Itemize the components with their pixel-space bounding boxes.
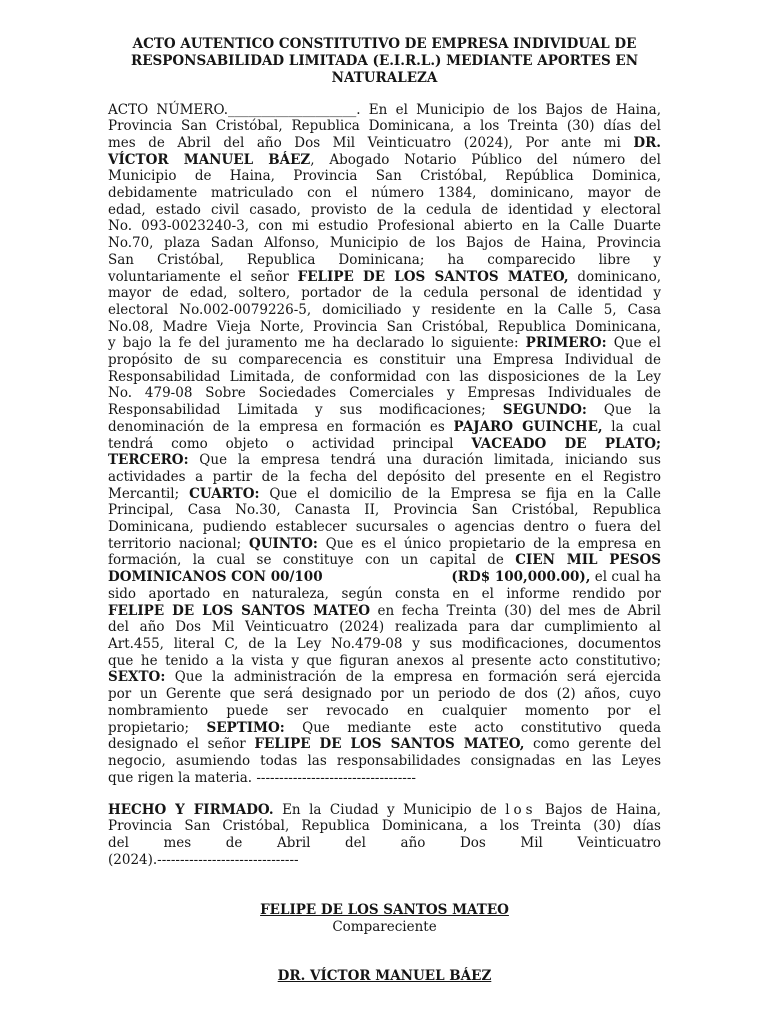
bold-text: VÍCTOR MANUEL BÁEZ — [108, 151, 311, 168]
text-run: Municipio de Haina, Provincia San Cristóbal, República Dominica, — [108, 168, 661, 185]
text-line — [108, 402, 661, 419]
bold-text: QUINTO: — [248, 535, 318, 552]
bold-text: SEGUNDO: — [502, 402, 587, 419]
text-run: Que el domicilio de la Empresa se fija en la Calle — [259, 485, 661, 502]
text-run: Que el — [606, 335, 661, 352]
text-line — [108, 185, 661, 202]
text-line — [108, 619, 661, 636]
text-run: territorio nacional; — [108, 535, 249, 552]
text-line — [108, 736, 661, 753]
text-run: formación, la cual se constituye con un capital de — [108, 552, 516, 569]
text-line — [108, 452, 661, 469]
text-line — [108, 486, 661, 503]
bold-text: TERCERO: — [108, 452, 189, 469]
compareciente-role: Compareciente — [332, 918, 437, 935]
text-run: Que la — [586, 402, 661, 419]
text-line — [108, 102, 661, 119]
text-line — [108, 669, 661, 686]
text-run: debidamente matriculado con el número 1384, dominicano, mayor de — [108, 185, 661, 202]
bold-text: SEPTIMO: — [206, 719, 285, 736]
text-run: edad, estado civil casado, provisto de la cedula de identidad y electoral — [108, 201, 661, 218]
text-run: actividades a partir de la fecha del depósito del presente en el Registro — [108, 468, 661, 485]
text-run: del año Dos Mil Veinticuatro (2024) realizada para dar cumplimiento al — [108, 619, 661, 636]
text-line — [108, 552, 661, 569]
text-line — [108, 202, 661, 219]
text-run: San Cristóbal, Republica Dominicana; ha comparecido libre y — [108, 251, 661, 268]
bold-text: CIEN MIL PESOS — [515, 552, 661, 569]
text-line — [108, 419, 661, 436]
bold-text: FELIPE DE LOS SANTOS MATEO, — [297, 268, 569, 285]
text-run: Bajos de Haina, — [536, 801, 661, 818]
title-line: NATURALEZA — [331, 70, 438, 86]
text-run: No.70, plaza Sadan Alfonso, Municipio de los Bajos de Haina, Provincia — [108, 235, 661, 252]
text-run: ACTO NÚMERO.___________________. En el Municipio de los Bajos de Haina, — [108, 101, 661, 118]
text-run: como gerente del — [524, 736, 662, 753]
text-line — [108, 436, 661, 453]
text-run: Que la empresa tendrá una duración limitada, iniciando sus — [188, 452, 661, 469]
text-run: del mes de Abril del año Dos Mil Veinticuatro — [108, 835, 661, 852]
bold-text: DOMINICANOS CON 00/100 — [108, 569, 323, 586]
text-line — [108, 118, 661, 135]
text-line — [108, 835, 661, 852]
signature-role — [108, 919, 661, 936]
text-line — [108, 335, 661, 352]
text-run: designado el señor — [108, 736, 255, 753]
text-line — [108, 586, 661, 603]
text-run: Que la administración de la empresa en formación será ejercida — [165, 669, 661, 686]
bold-text: SEXTO: — [108, 669, 166, 686]
text-run: Principal, Casa No.30, Canasta II, Provincia San Cristóbal, Republica — [108, 502, 661, 519]
text-line — [108, 385, 661, 402]
text-run: (2024).------------------------------- — [108, 852, 299, 869]
text-line — [108, 818, 661, 835]
text-run: y bajo la fe del juramento me ha declarado lo siguiente: — [108, 335, 526, 352]
text-run: la cual — [602, 418, 661, 435]
text-run: negocio, asumiendo todas las responsabilidades consignadas en las Leyes — [108, 752, 661, 769]
text-run: No. 479-08 Sobre Sociedades Comerciales y Empresas Individuales de — [108, 385, 661, 402]
text-run: Responsabilidad Limitada y sus modificaciones; — [108, 402, 503, 419]
text-run: el cual ha — [590, 569, 661, 586]
text-line — [108, 852, 661, 869]
text-line — [108, 720, 661, 737]
text-line — [108, 653, 661, 670]
text-run: nombramiento puede ser revocado en cualquier momento por el — [108, 702, 661, 719]
signature-compareciente — [108, 902, 661, 919]
signature-notary — [108, 968, 661, 985]
text-run: Responsabilidad Limitada, de conformidad con las disposiciones de la Ley — [108, 368, 661, 385]
text-run: los — [505, 801, 537, 818]
text-line — [108, 135, 661, 152]
text-run: Art.455, literal C, de la Ley No.479-08 y sus modificaciones, documentos — [108, 636, 661, 652]
text-line — [108, 319, 661, 336]
title-line: ACTO AUTENTICO CONSTITUTIVO DE EMPRESA INDIVIDUAL DE — [132, 36, 637, 52]
text-line — [108, 252, 661, 269]
text-line — [108, 152, 661, 169]
text-run: que he tenido a la vista y que figuran anexos al presente acto constitutivo; — [108, 652, 661, 669]
bold-text: FELIPE DE LOS SANTOS MATEO — [108, 602, 370, 619]
text-run: electoral No.002-0079226-5, domiciliado y residente en la Calle 5, Casa — [108, 301, 661, 318]
text-run: Provincia San Cristóbal, Republica Dominicana, a los Treinta (30) días del — [108, 118, 661, 135]
text-line — [108, 536, 661, 553]
notary-name: DR. VÍCTOR MANUEL BÁEZ — [277, 967, 492, 984]
bold-text: VACEADO DE PLATO; — [471, 435, 661, 452]
act-body-paragraph — [108, 102, 661, 787]
compareciente-name: FELIPE DE LOS SANTOS MATEO — [260, 901, 509, 918]
text-run: denominación de la empresa en formación es — [108, 418, 454, 435]
bold-text: (RD$ 100,000.00), — [451, 569, 591, 586]
text-run: Que es el único propietario de la empresa en — [317, 535, 662, 552]
title-line: RESPONSABILIDAD LIMITADA (E.I.R.L.) MEDIANTE APORTES EN — [130, 53, 639, 69]
text-line — [108, 352, 661, 369]
text-line — [108, 285, 661, 302]
text-line — [108, 168, 661, 185]
text-line — [108, 753, 661, 770]
bold-text: DR. — [633, 134, 661, 151]
text-run: No.08, Madre Vieja Norte, Provincia San Cristóbal, Republica Dominicana, — [108, 318, 661, 335]
document-title — [108, 36, 661, 87]
text-run: tendrá como objeto o actividad principal — [108, 435, 472, 452]
text-run: por un Gerente que será designado por un periodo de dos (2) años, cuyo — [108, 686, 661, 703]
text-line — [108, 636, 661, 653]
text-run: propietario; — [108, 719, 207, 736]
text-run: Que mediante este acto constitutivo queda — [284, 719, 661, 736]
text-run: , Abogado Notario Público del número del — [310, 151, 661, 168]
text-run: sido aportado en naturaleza, según consta en el informe rendido por — [108, 585, 661, 602]
text-run: Provincia San Cristóbal, Republica Dominicana, a los Treinta (30) días — [108, 818, 661, 835]
text-line — [108, 802, 661, 819]
bold-text: HECHO Y FIRMADO. — [108, 801, 274, 818]
text-run: No. 093-0023240-3, con mi estudio Profesional abierto en la Calle Duarte — [108, 218, 661, 235]
text-line — [108, 603, 661, 620]
text-line — [108, 218, 661, 235]
text-run: En la Ciudad y Municipio de — [273, 801, 506, 818]
text-group — [108, 569, 323, 586]
text-run: que rigen la materia. ----------------------------------- — [108, 769, 416, 786]
text-line — [108, 302, 661, 319]
text-line — [108, 269, 661, 286]
text-run: en fecha Treinta (30) del mes de Abril — [369, 602, 661, 619]
text-line — [108, 469, 661, 486]
text-line — [108, 703, 661, 720]
text-run: mayor de edad, soltero, portador de la cedula personal de identidad y — [108, 285, 661, 302]
text-line — [108, 502, 661, 519]
text-line — [108, 519, 661, 536]
text-run: mes de Abril del año Dos Mil Veinticuatro (2024), Por ante mi — [108, 134, 634, 151]
text-line — [108, 770, 661, 787]
text-run: propósito de su comparecencia es constituir una Empresa Individual de — [108, 352, 661, 369]
bold-text: PRIMERO: — [525, 335, 607, 352]
text-line — [108, 369, 661, 386]
bold-text: CUARTO: — [189, 485, 260, 502]
bold-text: FELIPE DE LOS SANTOS MATEO, — [254, 736, 525, 753]
text-run: Mercantil; — [108, 485, 190, 502]
text-run: Dominicana, pudiendo establecer sucursales o agencias dentro o fuera del — [108, 519, 661, 536]
closing-paragraph — [108, 802, 661, 870]
text-line — [108, 569, 661, 586]
text-group — [451, 569, 661, 586]
text-line — [108, 235, 661, 252]
text-line — [108, 686, 661, 703]
text-run: dominicano, — [568, 268, 662, 285]
text-run: voluntariamente el señor — [108, 268, 298, 285]
bold-text: PAJARO GUINCHE, — [453, 418, 603, 435]
